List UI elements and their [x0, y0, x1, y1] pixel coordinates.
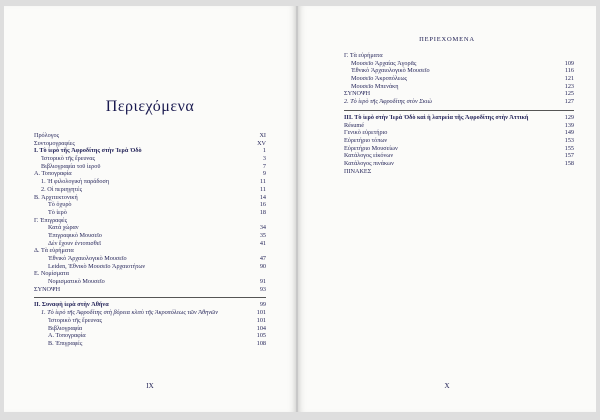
toc-entry-page: 101 [256, 309, 266, 317]
toc-entry-title: Ἐθνικὸ Ἀρχαιολογικὸ Μουσεῖο [351, 67, 430, 75]
toc-entry [34, 317, 266, 325]
toc-entry [344, 60, 574, 68]
toc-entry-title: Τὸ ἱερὸ [48, 208, 67, 216]
toc-entry-title: Συντομογραφίες [34, 139, 75, 147]
toc-entry-title: I. Tὸ ἱερὸ τῆς Ἀφροδίτης στὴν Ἱερὰ Ὁδὸ [34, 147, 142, 155]
toc-entry-page: 101 [256, 316, 266, 324]
toc-entry-page: 121 [564, 75, 574, 83]
table-of-contents-right [344, 52, 574, 175]
toc-entry-title: Ε. Νομίσματα [34, 270, 70, 278]
toc-entry-page: 14 [259, 193, 266, 201]
toc-entry-title: Ἐπιγραφικὸ Μουσεῖο [48, 231, 102, 239]
toc-entry-page: 125 [564, 90, 574, 98]
toc-entry-page: 139 [564, 121, 574, 129]
toc-entry [344, 114, 574, 122]
toc-entry-title: Α. Τοπογραφία [48, 332, 86, 340]
toc-entry [34, 286, 266, 294]
toc-entry [34, 155, 266, 163]
toc-entry [344, 98, 574, 106]
toc-entry-title: 1. Tὸ ἱερὸ τῆς Ἀφροδίτης στὴ βόρεια κλιτὺ τῆς Ἀκροπόλεως τῶν Ἀθηνῶν [41, 309, 219, 317]
toc-entry-title: Τὸ ὀχυρὸ [48, 201, 72, 209]
toc-entry [34, 209, 266, 217]
toc-entry-title: 1. Ἡ φιλολογικὴ παράδοση [41, 178, 110, 186]
toc-entry-title: ΣΥΝΟΨΗ [34, 285, 61, 293]
toc-entry-page: 16 [259, 201, 266, 209]
toc-entry-page: 127 [564, 98, 574, 106]
toc-entry [34, 217, 266, 225]
toc-entry [344, 67, 574, 75]
toc-entry-page: 153 [564, 136, 574, 144]
toc-entry-title: 2. Tὸ ἱερὸ τῆς Ἀφροδίτης στὸν Σκιὼ [344, 98, 432, 106]
toc-entry [34, 332, 266, 340]
toc-entry-title: II. Συναφὴ ἱερὰ στὴν Ἀθήνα [34, 301, 109, 309]
left-page [4, 6, 296, 412]
toc-entry-title: Μουσεῖο Μπενάκη [351, 82, 399, 90]
toc-entry [34, 270, 266, 278]
toc-entry [344, 122, 574, 130]
toc-entry-page: 99 [259, 301, 266, 309]
toc-entry [34, 309, 266, 317]
toc-entry [344, 160, 574, 168]
toc-entry-page: 105 [256, 332, 266, 340]
toc-entry [344, 137, 574, 145]
toc-entry-title: Εὑρετήριο Μουσείων [344, 144, 398, 152]
toc-entry [344, 129, 574, 137]
page-number: X [444, 382, 450, 390]
toc-entry-page: 123 [564, 82, 574, 90]
toc-entry-page: 90 [259, 262, 266, 270]
toc-entry [34, 194, 266, 202]
toc-entry-title: Κατὰ χώραν [48, 224, 79, 232]
toc-entry [34, 255, 266, 263]
toc-entry-page: 91 [259, 278, 266, 286]
toc-entry [344, 83, 574, 91]
toc-entry-page: 11 [260, 185, 266, 193]
toc-entry-title: Πρόλογος [34, 132, 60, 139]
toc-entry-title: Γ. Ἐπιγραφές [34, 216, 68, 224]
toc-entry-title: Βιβλιογραφία τοῦ ἱεροῦ [41, 162, 101, 170]
toc-entry [34, 232, 266, 240]
toc-entry-page: 47 [259, 255, 266, 262]
toc-entry [34, 147, 266, 155]
toc-entry-page: 34 [259, 224, 266, 232]
toc-entry-page: 157 [564, 152, 574, 160]
toc-entry-page: 104 [256, 324, 266, 332]
toc-entry-title: III. Tὸ ἱερὸ στὴν Ἱερὰ Ὁδὸ καὶ ἡ λατρεία τῆς Ἀφροδίτης στὴν Ἀττική [344, 113, 529, 121]
toc-entry-page: 108 [256, 339, 266, 347]
toc-entry-page: 9 [262, 170, 266, 178]
section-divider [344, 110, 574, 111]
right-page [298, 6, 596, 412]
toc-entry [344, 168, 574, 176]
toc-entry [34, 224, 266, 232]
toc-entry-title: Résumé [344, 121, 364, 129]
toc-entry-title: Α. Τοπογραφία [34, 170, 72, 178]
toc-entry [344, 90, 574, 98]
running-head: ΠΕΡΙΕΧΟΜΕΝΑ [419, 36, 475, 43]
toc-entry-title: Ἱστορικὸ τῆς ἔρευνας [48, 316, 102, 324]
toc-entry-page: 93 [259, 285, 266, 293]
toc-entry-title: Ἱστορικὸ τῆς ἔρευνας [41, 155, 95, 163]
toc-entry-page: 109 [564, 59, 574, 67]
toc-entry-title: Νομισματικὸ Μουσεῖο [48, 278, 105, 286]
toc-entry [34, 163, 266, 171]
toc-entry-page: 7 [262, 162, 266, 170]
toc-entry-title: ΣΥΝΟΨΗ [344, 90, 371, 98]
toc-entry [34, 201, 266, 209]
toc-entry-page: 155 [564, 144, 574, 152]
page-title: Περιεχόμενα [105, 98, 195, 115]
toc-entry [34, 247, 266, 255]
toc-entry [344, 152, 574, 160]
section-divider [34, 297, 266, 298]
toc-entry-page: 129 [564, 113, 574, 121]
toc-entry [34, 240, 266, 248]
toc-entry-title: Μουσεῖο Ἀκροπόλεως [351, 75, 408, 83]
toc-entry-title: Β. Ἐπιγραφές [48, 339, 83, 347]
toc-entry-page: 18 [259, 208, 266, 216]
toc-entry [34, 278, 266, 286]
toc-entry-title: Leiden, Ἐθνικὸ Μουσεῖο Ἀρχαιοτήτων [48, 262, 146, 270]
toc-entry-page: 35 [259, 231, 266, 239]
toc-entry-page: XV [257, 139, 266, 147]
page-number: IX [146, 382, 154, 390]
toc-entry [34, 186, 266, 194]
toc-entry-page: 116 [564, 67, 574, 75]
toc-entry-page: XI [259, 132, 266, 139]
toc-entry-page: 41 [259, 239, 266, 247]
toc-entry-title: Κατάλογος πινάκων [344, 159, 394, 167]
toc-entry [34, 170, 266, 178]
toc-entry-title: Βιβλιογραφία [48, 324, 83, 332]
toc-entry [34, 263, 266, 271]
table-of-contents-left [34, 132, 266, 348]
toc-entry-page: 3 [262, 155, 266, 163]
toc-entry-title: Κατάλογος εἰκόνων [344, 152, 394, 160]
toc-entry-title: ΠΙΝΑΚΕΣ [344, 167, 372, 175]
toc-entry-title: Β. Ἀρχιτεκτονική [34, 193, 78, 201]
toc-entry [344, 52, 574, 60]
toc-entry-title: 2. Οἱ περιηγητές [41, 185, 83, 193]
toc-entry-page: 1 [262, 147, 266, 155]
toc-entry [34, 301, 266, 309]
toc-entry-page: 158 [564, 159, 574, 167]
toc-entry-page: 11 [260, 178, 266, 186]
toc-entry [34, 340, 266, 348]
toc-entry-title: Δὲν ἔχουν ἐντοπισθεῖ [48, 239, 101, 247]
toc-entry [34, 132, 266, 140]
toc-entry-title: Εὑρετήριο τόπων [344, 136, 388, 144]
toc-entry [34, 325, 266, 333]
toc-entry-page: 149 [564, 129, 574, 137]
toc-entry-title: Γ. Τὰ εὑρήματα [344, 52, 383, 59]
toc-entry [34, 140, 266, 148]
toc-entry [344, 145, 574, 153]
toc-entry-title: Μουσεῖο Ἀρχαίας Ἀγορᾶς [351, 59, 417, 67]
toc-entry-title: Ἐθνικὸ Ἀρχαιολογικὸ Μουσεῖο [48, 255, 127, 262]
toc-entry-title: Δ. Τὰ εὑρήματα [34, 247, 74, 255]
toc-entry [344, 75, 574, 83]
toc-entry-title: Γενικὸ εὑρετήριο [344, 129, 388, 137]
toc-entry [34, 178, 266, 186]
